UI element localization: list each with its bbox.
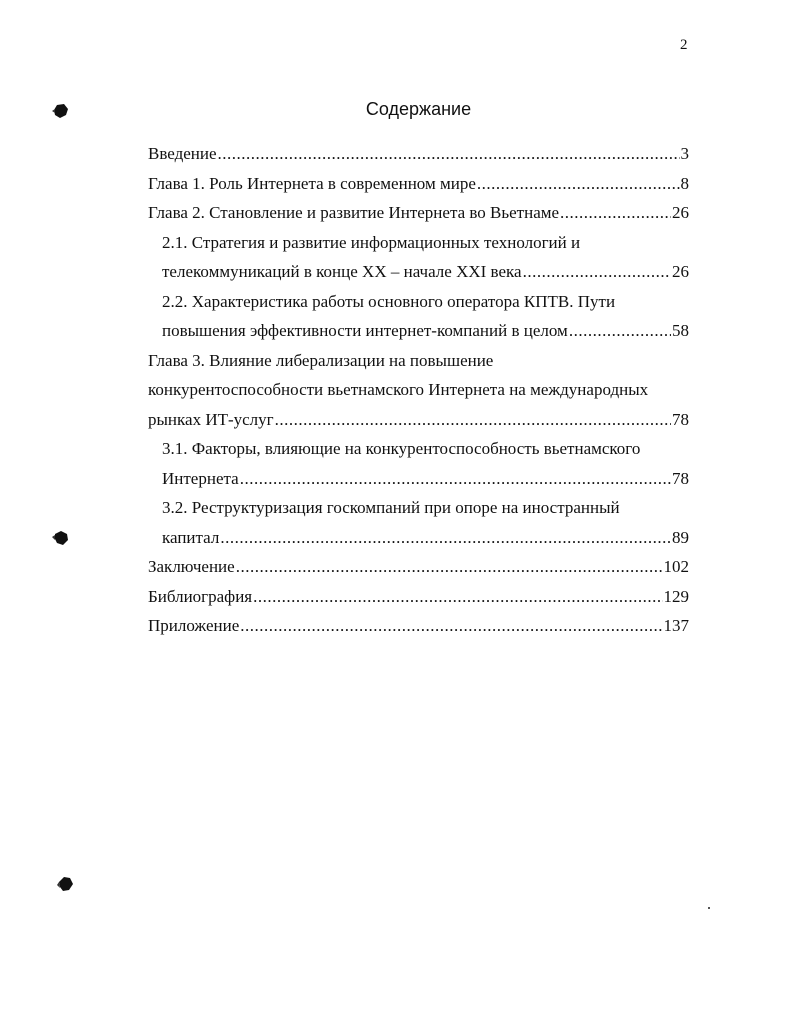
toc-entry-title: 3.1. Факторы, влияющие на конкурентоспособность вьетнамского bbox=[162, 439, 641, 458]
toc-entry-chapter-3-line-2 bbox=[148, 375, 689, 405]
toc-entry-page: 26 bbox=[672, 203, 689, 222]
toc-entry-title: Библиография bbox=[148, 586, 253, 606]
toc-entry-page: 102 bbox=[663, 557, 689, 576]
toc-entry-title: капитал bbox=[162, 527, 220, 547]
dot-leader bbox=[523, 257, 671, 287]
toc-entry-section-3-2-line-2 bbox=[148, 523, 689, 553]
page-number: 2 bbox=[680, 37, 688, 53]
toc-entry-title: Глава 3. Влияние либерализации на повышение bbox=[148, 350, 494, 370]
dot-leader bbox=[560, 198, 671, 228]
toc-entry-title: телекоммуникаций в конце XX – начале XXI века bbox=[162, 262, 522, 281]
toc-entry-title: рынках ИТ-услуг bbox=[148, 409, 274, 429]
toc-entry-chapter-3-line-3 bbox=[148, 405, 689, 435]
toc-entry-page: 26 bbox=[672, 262, 689, 281]
toc-entry-title: 2.1. Стратегия и развитие информационных технологий и bbox=[162, 232, 581, 252]
dot-leader bbox=[220, 523, 671, 553]
binding-hole-mark-icon bbox=[52, 530, 66, 544]
toc-entry-page: 3 bbox=[680, 144, 689, 163]
scan-speck bbox=[708, 907, 710, 909]
toc-entry-section-2-2-line-2 bbox=[148, 316, 689, 346]
toc-entry-page: 8 bbox=[680, 173, 689, 193]
toc-entry-title: конкурентоспособности вьетнамского Интернета на международных bbox=[148, 380, 649, 399]
toc-entry-appendix bbox=[148, 611, 689, 641]
toc-entry-section-2-1-line-2 bbox=[148, 257, 689, 287]
toc-entry-page: 129 bbox=[663, 586, 689, 606]
toc-entry-page: 58 bbox=[672, 321, 689, 340]
toc-entry-section-3-2-line-1 bbox=[148, 493, 689, 523]
table-of-contents bbox=[148, 139, 689, 641]
toc-entry-page: 78 bbox=[672, 409, 689, 429]
toc-entry-section-3-1-line-1 bbox=[148, 434, 689, 464]
toc-entry-intro bbox=[148, 139, 689, 169]
toc-entry-title: Интернета bbox=[162, 468, 239, 488]
toc-entry-title: 3.2. Реструктуризация госкомпаний при опоре на иностранный bbox=[162, 498, 620, 517]
toc-entry-chapter-3-line-1 bbox=[148, 346, 689, 376]
page-title: Содержание bbox=[365, 99, 472, 119]
toc-entry-conclusion bbox=[148, 552, 689, 582]
toc-entry-page: 89 bbox=[672, 527, 689, 547]
toc-entry-title: Глава 2. Становление и развитие Интернета во Вьетнаме bbox=[148, 203, 560, 222]
toc-entry-chapter-2 bbox=[148, 198, 689, 228]
dot-leader bbox=[240, 611, 662, 641]
toc-entry-section-2-2-line-1 bbox=[148, 287, 689, 317]
toc-entry-title: Приложение bbox=[148, 616, 240, 635]
toc-entry-section-3-1-line-2 bbox=[148, 464, 689, 494]
toc-entry-title: Заключение bbox=[148, 557, 235, 576]
dot-leader bbox=[253, 582, 662, 612]
toc-entry-page: 78 bbox=[672, 468, 689, 488]
toc-entry-bibliography bbox=[148, 582, 689, 612]
toc-entry-page: 137 bbox=[663, 616, 689, 635]
dot-leader bbox=[275, 405, 671, 435]
binding-hole-mark-icon bbox=[57, 876, 71, 890]
toc-entry-title: повышения эффективности интернет-компаний в целом bbox=[162, 321, 568, 340]
dot-leader bbox=[236, 552, 663, 582]
dot-leader bbox=[569, 316, 671, 346]
toc-entry-title: Глава 1. Роль Интернета в современном мире bbox=[148, 173, 476, 193]
dot-leader bbox=[218, 139, 680, 169]
dot-leader bbox=[477, 169, 680, 199]
toc-entry-chapter-1 bbox=[148, 169, 689, 199]
dot-leader bbox=[240, 464, 671, 494]
toc-entry-section-2-1-line-1 bbox=[148, 228, 689, 258]
toc-entry-title: Введение bbox=[148, 144, 217, 163]
toc-entry-title: 2.2. Характеристика работы основного оператора КПТВ. Пути bbox=[162, 291, 616, 311]
